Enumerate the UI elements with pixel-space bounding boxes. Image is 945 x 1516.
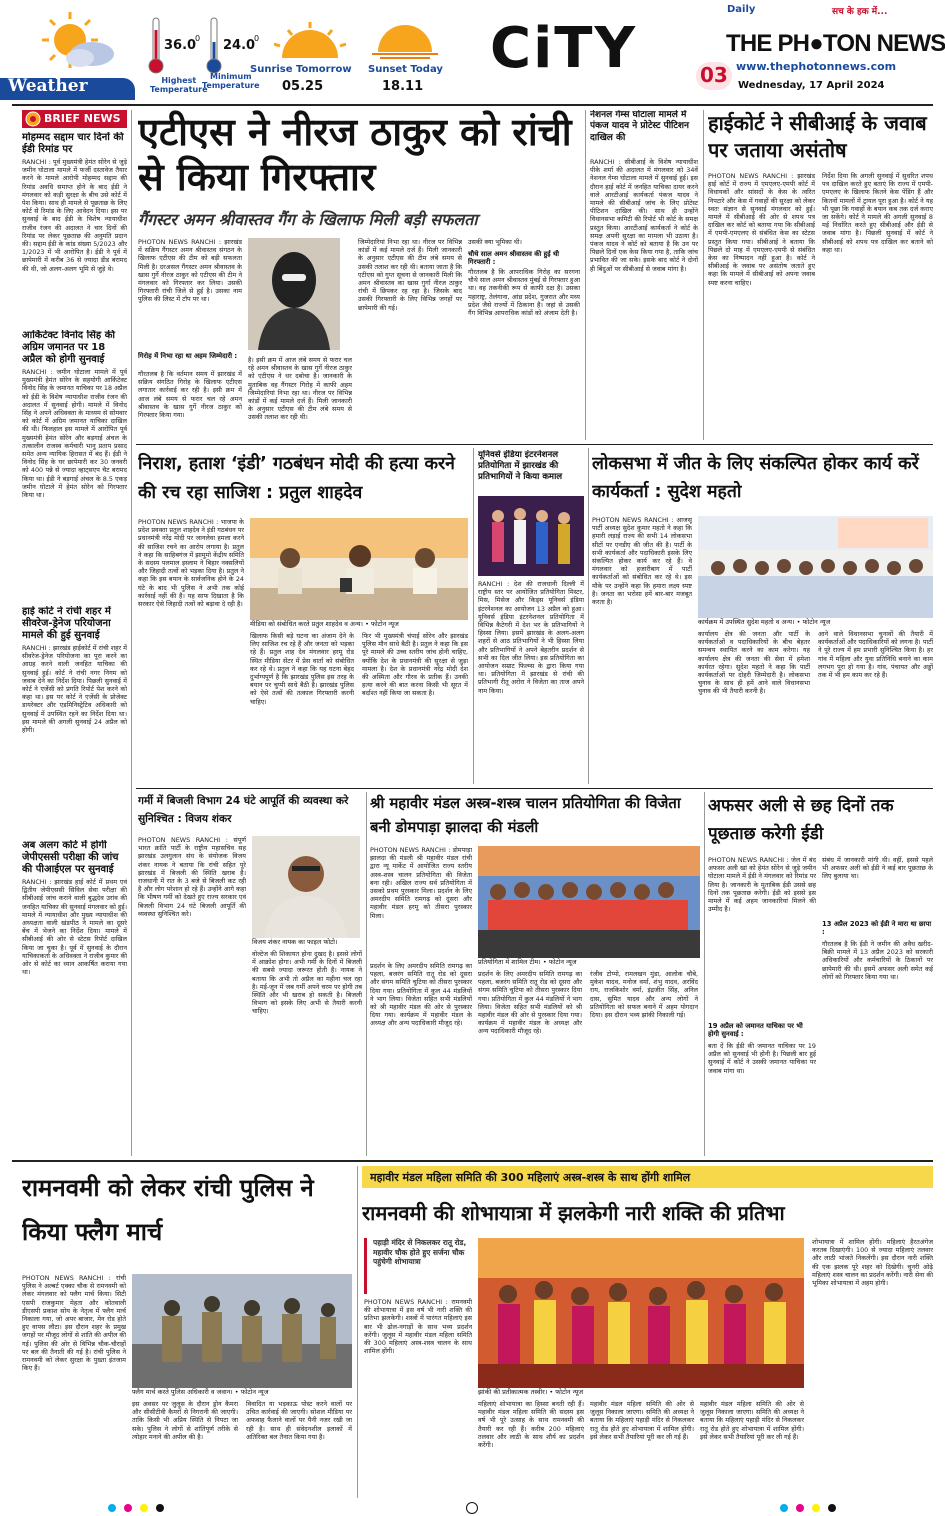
nari-pullquote	[364, 1238, 472, 1294]
afsar-text-col: PHOTON NEWS RANCHI : जेल में बंद अफसर अली खां को हेमंत सोरेन से जुड़े जमीन घोटाला मामले में ईडी ने मंगलवार को रिमांड पर लिया है। जानकारी के मुताबिक ईडी उससे छह दिनों तक पूछताछ करेगी। ईडी को इससे इस मामले में कई अहम जानकारियां मिलने की उम्मीद है।	[708, 856, 816, 914]
nari-text-col: महिलाएं शोभायात्रा का हिस्सा बनती रही हैं। महावीर मंडल महिला समिति की सदस्य इस वर्ष भी पूरे उत्साह के साथ रामनवमी की तैयारी कर रही हैं। करीब 200 महिलाएं तलवार और लाठी के साथ शौर्य का प्रदर्शन करेंगी।	[478, 1400, 584, 1450]
print-registration-marks	[0, 1500, 945, 1516]
lead-headline: एटीएस ने नीरज ठाकुर को रांची से किया गिरफ्तार	[138, 110, 572, 199]
highcourt-text-col: PHOTON NEWS RANCHI : झारखंड हाई कोर्ट में राज्य में एमएलए-एमपी कोर्ट में विधायकों और सांसदों के केस के त्वरित निपटारे और केस में गवाहों की सुरक्षा को लेकर स्वतः संज्ञान से सुनवाई मंगलवार को हुई। मामले में सीबीआई की ओर से शपथ पत्र दाखिल कर कोर्ट को बताया गया कि सीबीआई में एमपी-एमएलए से संबंधित केस का स्टेटस प्रस्तुत किया गया। सीबीआई ने बताया कि पिछले दो माह में एमएलए-एमपी से संबंधित केस का निष्पादन नहीं हुआ है। कोर्ट ने सीबीआई के जवाब पर असंतोष जताते हुए कहा कि मामले में सीबीआई को अपना जवाब स्पष्ट करना चाहिए।	[708, 172, 815, 287]
daily-label: Daily	[727, 4, 756, 15]
min-temp-value: 24.0	[223, 38, 256, 53]
lead-text-col: है। इसी क्रम में आज लंबे समय से फरार चल रहे अमन श्रीवास्तव के खास गुर्गे नीरज ठाकुर को एटीएस ने धर दबोचा है। जानकारी के मुताबिक वह गैंगस्टर गिरोह में काफी अहम जिम्मेदारियां निभा रहा था। नीरज पर विभिन्न कांडों में कई मामले दर्ज हैं। मिली जानकारी के अनुसार एटीएस की टीम लंबे समय से उसकी तलाश कर रही थी।	[248, 356, 352, 422]
indi-headline: निराश, हताश ‘इंडी’ गठबंधन मोदी की हत्या करने की रच रहा साजिश : प्रतुल शाहदेव	[138, 454, 455, 503]
pageant-winners-photo	[478, 496, 584, 576]
brief-item-title: आर्किटेक्ट विनोद सिंह की अग्रिम जमानत पर 18 अप्रैल को होगी सुनवाई	[22, 330, 115, 365]
indi-text-col: PHOTON NEWS RANCHI : भाजपा के प्रदेश प्रवक्ता प्रतुल शाहदेव ने इंडी गठबंधन पर प्रधानमंत्री नरेंद्र मोदी पर जानलेवा हमला करने की साजिश रचने का आरोप लगाया है। प्रतुल ने कहा कि साहिबगंज में झामुमो केंद्रीय समिति के सदस्य पलमाल इस्लाम ने बिहार नक्सलियों और जिहादी तत्वों को भड़का दिया है। प्रतुल ने कहा कि इस बयान के सार्वजनिक होने के 24 घंटे के बाद भी पुलिस ने अभी तक कोई कार्रवाई नहीं की है। यह साफ दिखाता है कि सरकार ऐसे जिहादी तत्वों को बढ़ावा दे रही है।	[138, 518, 244, 609]
universe-headline: यूनिवर्स इंडिया इंटरनेशनल प्रतियोगिता में झारखंड की प्रतिभागियों ने किया कमाल	[478, 450, 563, 482]
afsar-subhead: 19 अप्रैल को जमानत याचिका पर भी होगी सुनवाई :	[708, 1022, 803, 1039]
nari-text-col: शोभायात्रा में शामिल होंगी। महिलाएं हैरतअंगेज करतब दिखाएंगी। 100 से ज्यादा महिलाएं तलवार और लाठी भांजते निकलेंगी। इस दौरान नारी शक्ति की एक झलक पूरे शहर को दिखेगी। चुनरी ओढ़े महिलाएं शस्त्र चालन का प्रदर्शन करेंगी। नारी सेना की भूमिका शोभायात्रा में अहम होगी।	[812, 1238, 933, 1288]
afsar-text-col: बता दें कि ईडी की जमानत याचिका पर 19 अप्रैल को सुनवाई भी होनी है। पिछली बार हुई सुनवाई में कोर्ट ने उसकी जमानत याचिका पर जवाब मांगा था।	[708, 1042, 816, 1075]
col-divider	[357, 1166, 358, 1498]
sunrise-icon	[270, 20, 350, 60]
bijli-headline: गर्मी में बिजली विभाग 24 घंटे आपूर्ति की व्यवस्था करे सुनिश्चित : विजय शंकर	[138, 795, 349, 825]
row-rule	[136, 788, 933, 789]
tagline: सच के हक में...	[832, 7, 888, 17]
mahavir-text-col: रंजीव टोप्पो, रामलखन मुंडा, आलोक चौबे, मुकेश यादव, मनोज वर्मा, शंभु यादव, अरविंद राय, राजकिशोर वर्मा, इंद्रजीत सिंह, अनिल दास, सुमित यादव और अन्य लोगों ने प्रतियोगिता को सफल बनाने में अहम योगदान दिया। इस दौरान भव्य झांकी निकाली गई।	[590, 970, 698, 1020]
shobhayatra-caption: झांकी की प्रतीकात्मक तस्वीर। • फोटोन न्यूज	[478, 1388, 804, 1396]
sunset-label: Sunset Today	[368, 64, 443, 75]
mahavir-photo	[478, 846, 700, 958]
nari-text-col: PHOTON NEWS RANCHI : रामनवमी की शोभायात्रा में इस वर्ष भी नारी शक्ति की प्रतिभा झलकेगी। शस्त्रों में पारंगत महिलाएं इस बार भी ढोल-नगाड़ों के साथ भव्य प्रदर्शन करेंगी। जुलूस में महावीर मंडल महिला समिति की 300 महिलाएं अस्त्र-शस्त्र चालन के साथ शामिल होंगी।	[364, 1298, 472, 1356]
ramnavami-headline: रामनवमी को लेकर रांची पुलिस ने किया फ्लैग मार्च	[22, 1174, 314, 1246]
nationalgames-headline: नेशनल गेम्स घोटाला मामले में पंकज यादव ने प्रोटेस्ट पीटिशन दाखिल की	[590, 110, 690, 143]
afsar-text-col: गौरतलब है कि ईडी ने जमीन की अवैध खरीद-बिक्री मामले में 13 अप्रैल 2023 को सरकारी अधिकारियों और कर्मचारियों के ठिकानों पर छापेमारी की थी। इसमें अफसर अली समेत कई लोगों को गिरफ्तार किया गया था।	[822, 940, 933, 981]
press-conference-photo	[250, 518, 468, 620]
ramnavami-text-col: PHOTON NEWS RANCHI : रांची पुलिस ने अल्बर्ट एक्का चौक से रामनवमी को लेकर मंगलवार को फ्लैग मार्च किया। सिटी एसपी राजकुमार मेहता और कोतवाली डीएसपी प्रकाश सोय के नेतृत्व में फ्लैग मार्च निकाला गया, जो अपर बाजार, मेन रोड होते हुए वापस लौटा। इस दौरान शहर के प्रमुख जगहों पर मौजूद लोगों से शांति की अपील की गई। पुलिस की ओर से विभिन्न चौक-चौराहों पर बल की तैनाती की गई है। रांची पुलिस ने रामनवमी को लेकर सुरक्षा के पुख्ता इंतजाम किए हैं।	[22, 1274, 126, 1373]
nationalgames-body: RANCHI : सीबीआई के विशेष न्यायाधीश पीके शर्मा की अदालत में मंगलवार को 34वें नेशनल गेम्स घोटाला मामले में सुनवाई हुई। इस दौरान हाई कोर्ट में जनहित याचिका दायर करने वाले आरटीआई कार्यकर्ता पंकज यादव ने मामले की सीबीआई जांच के लिए प्रोटेस्ट पीटिशन दाखिल की। साथ ही उन्होंने विधानसभा कमिटी की रिपोर्ट भी कोर्ट के समक्ष प्रस्तुत किया। आरटीआई कार्यकर्ता ने कोर्ट के समक्ष अपनी सुरक्षा का मामला भी उठाया है। पंकज यादव ने कोर्ट को बताया है कि उन पर पिछले दिनों एक केस किया गया है, ताकि जांच प्रभावित की जा सके। इसके बाद कोर्ट ने दोनों ही बिंदुओं पर सीबीआई से जवाब मांगा है।	[590, 158, 698, 273]
lead-text-col: PHOTON NEWS RANCHI : झारखंड में सक्रिय गैंगस्टर अमन श्रीवास्तव संगठन के खिलाफ एटीएस की टीम को बड़ी सफलता मिली है। दरअसल गैंगस्टर अमन श्रीवास्तव के खास गुर्गे नीरज ठाकुर को एटीएस की टीम ने मंगलवार को गिरफ्तार कर लिया। उसकी गिरफ्तारी रांची जिले से हुई है। उसका नाम पुलिस की लिस्ट में टॉप पर था।	[138, 238, 242, 304]
brief-item-title: मोहम्मद सद्दाम चार दिनों की ईडी रिमांड पर	[22, 132, 124, 155]
sunrise-label: Sunrise Tomorrow	[250, 64, 352, 75]
col-divider	[588, 448, 589, 784]
sudesh-text-col: कार्यालय क्षेत्र की जनता और पार्टी के कार्यकर्ताओं व पदाधिकारियों के बीच बेहतर समन्वय स्थापित करने का काम करेगा। यह कार्यालय क्षेत्र की जनता की सेवा में हमेशा कार्यरत रहेगा। सुदेश महतो ने कहा कि पार्टी कार्यकर्ताओं पर दोहरी जिम्मेदारी है। लोकसभा चुनाव के साथ ही हमें आने वाले विधानसभा चुनाव की भी तैयारी करनी है।	[698, 630, 810, 696]
row-rule	[12, 1160, 933, 1162]
brief-item-title: हाई कोर्ट ने रांची शहर में सीवरेज-ड्रेनेज परियोजना मामले की हुई सुनवाई	[22, 606, 111, 641]
brief-item-body: RANCHI : पूर्व मुख्यमंत्री हेमंत सोरेन से जुड़े जमीन घोटाला मामले में फर्जी दस्तावेज तैयार करने के मामले आरोपी मोहम्मद सद्दाम की रिमांड अवधि समाप्त होने के बाद ईडी ने मंगलवार को कड़ी सुरक्षा के बीच उसे कोर्ट में पेश किया। साथ ही मामले से पूछताछ के लिए कोर्ट से रिमांड के लिए आवेदन दिया। इस पर सुनवाई के बाद ईडी के विशेष न्यायाधीश राजीव रंजन की अदालत ने चार दिनों की रिमांड पर लेकर पूछताछ की अनुमति प्रदान की। सद्दाम ईडी के कांड संख्या 5/2023 और 1/2023 में भी आरोपित है। ईडी ने पूर्व में छापेमारी में करीब 36 से ज्यादा डीड बरामद की थी, जो अलग-अलग भूमि से जुड़े थे।	[22, 158, 127, 273]
lead-text-col: उसकी क्या भूमिका थी।	[468, 238, 522, 246]
brief-item-body: RANCHI : झारखंड हाईकोर्ट में रांची शहर में सीवरेज-ड्रेनेज परियोजना का पूरा करने का आग्रह करने वाली जनहित याचिका की सुनवाई हुई। कोर्ट ने रांची नगर निगम को जवाब देने का निर्देश दिया। पिछली सुनवाई में कोर्ट ने एजेंसी को प्रगति रिपोर्ट पेश करने को कहा था। इस पर कोर्ट ने एजेंसी के प्रोजेक्ट डायरेक्टर और एडमिनिस्ट्रेटिव अधिकारी को सुनवाई में उपस्थित रहने का निर्देश दिया था। इस मामले की अगली सुनवाई 24 अप्रैल को होगी।	[22, 644, 127, 735]
party-workers-meeting-photo	[698, 516, 933, 618]
mahavir-text-col: प्रदर्शन के लिए अमरदीप समिति रामगढ़ का पहला, बजरंग समिति रातू रोड को दूसरा और संगम समिति चुटिया को तीसरा पुरस्कार दिया गया। प्रतियोगिता में कुल 44 मंडलियों ने भाग लिया। विजेता सहित सभी मंडलियों को श्री महावीर मंडल की ओर से पुरस्कार दिया गया। कार्यक्रम में महावीर मंडल के अध्यक्ष और अन्य पदाधिकारी मौजूद रहे।	[478, 970, 582, 1036]
highcourt-headline: हाईकोर्ट ने सीबीआई के जवाब पर जताया असंतोष	[708, 111, 927, 162]
nari-text-col: महावीर मंडल महिला समिति की ओर से जुलूस निकाला जाएगा। समिति की अध्यक्ष ने बताया कि महिलाएं पहाड़ी मंदिर से निकलकर रातू रोड होते हुए शोभायात्रा में शामिल होंगी। इसे लेकर सभी तैयारियां पूरी कर ली गई हैं।	[700, 1400, 804, 1441]
lead-text-col: गौरतलब है कि वर्तमान समय में झारखंड में सक्रिय संगठित गिरोह के खिलाफ एटीएस लगातार कार्रवाई कर रही है। इसी क्रम में आज लंबे समय से फरार चल रहे अमन श्रीवास्तव के खास गुर्गे नीरज ठाकुर को गिरफ्तार किया गया।	[138, 370, 242, 420]
sunset-icon	[370, 12, 440, 60]
vijay-shankar-photo	[252, 836, 360, 938]
paper-name: THE PH●TON NEWS	[726, 30, 945, 57]
degree-sign: 0	[254, 34, 260, 43]
flag-march-caption: फ्लैग मार्च करते पुलिस अधिकारी व जवान। • फोटोन न्यूज	[132, 1388, 352, 1396]
lead-text-col4-subhead: चौथे साल अमन श्रीवास्तव की हुई थी गिरफ्तारी :	[468, 250, 560, 267]
sunrise-time: 05.25	[282, 79, 324, 94]
nari-text-col: महावीर मंडल महिला समिति की ओर से जुलूस निकाला जाएगा। समिति की अध्यक्ष ने बताया कि महिलाएं पहाड़ी मंदिर से निकलकर रातू रोड होते हुए शोभायात्रा में शामिल होंगी। इसे लेकर सभी तैयारियां पूरी कर ली गई हैं।	[590, 1400, 694, 1441]
lead-text-col: गौरतलब है कि आपराधिक गिरोह का सरगना चौथे साल अमन श्रीवास्तव मुंबई से गिरफ्तार हुआ था। वह तकनीकी रूप से काफी दक्ष है। उसका महाराष्ट्र, तेलंगाना, आंध्र प्रदेश, गुजरात और मध्य प्रदेश जैसे राज्यों में ठिकाना है। जहां से उसकी गैंग विभिन्न आपराधिक कांडों को अंजाम देती है।	[468, 268, 580, 318]
lead-subhead: गैंगस्टर अमन श्रीवास्तव गैंग के खिलाफ मिली बड़ी सफलता	[138, 210, 478, 229]
police-flag-march-photo	[132, 1274, 352, 1388]
weather-label: Weather	[8, 76, 88, 96]
bijli-text-col: वोल्टेज की शिकायत होना दुखद है। इससे लोगों में आक्रोश होगा। अभी गर्मी के दिनों में बिजली की सबसे ज्यादा जरूरत होती है। नायक ने बताया कि अभी तो अप्रैल का महीना चल रहा है। मई-जून में जब गर्मी अपने चरम पर होगी तब स्थिति और भी खराब हो सकती है। बिजली विभाग को इसके लिए अभी से तैयारी करनी चाहिए।	[252, 950, 362, 1016]
brief-divider	[131, 110, 132, 1156]
indi-photo-caption: मीडिया को संबोधित करते प्रतुल शाहदेव व अन्य। • फोटोन न्यूज	[250, 620, 468, 628]
col-divider	[585, 110, 586, 440]
min-temp-label: Minimum Temperature	[202, 72, 260, 90]
row-rule	[136, 444, 933, 445]
mahavir-text-col: प्रदर्शन के लिए अमरदीप समिति रामगढ़ का पहला, बजरंग समिति रातू रोड को दूसरा और संगम समिति चुटिया को तीसरा पुरस्कार दिया गया। प्रतियोगिता में कुल 44 मंडलियों ने भाग लिया। विजेता सहित सभी मंडलियों को श्री महावीर मंडल की ओर से पुरस्कार दिया गया। कार्यक्रम में महावीर मंडल के अध्यक्ष और अन्य पदाधिकारी मौजूद रहे।	[370, 962, 472, 1028]
shobhayatra-photo	[478, 1238, 804, 1388]
sudesh-text-col: आने वाले विधानसभा चुनावों की तैयारी में कार्यकर्ताओं और पदाधिकारियों को लगना है। पार्टी ने पूरे राज्य में हम प्रभारी सुनिश्चित किया है। हर गांव में महिला और युवा प्रतिनिधि बनाने का काम लगभग पूरा हो गया है। गांव, पंचायत और अड्डों तक में भी हम काम कर रहे हैं।	[818, 630, 933, 680]
mahavir-text-col: PHOTON NEWS RANCHI : डोमपाड़ा झालदा की मंडली श्री महावीर मंडल रांची द्वारा न्यू मार्केट में आयोजित राज्य स्तरीय अस्त्र-शस्त्र चालन प्रतियोगिता की विजेता बना रही। अखिल राज्य सर्व प्रतियोगिता में उसको प्रथम पुरस्कार मिला। प्रदर्शन के लिए अमरदीप समिति रामगढ़ को दूसरा और महावीर मंडल हरमू को तीसरा पुरस्कार मिला।	[370, 846, 472, 920]
pullquote-text: पहाड़ी मंदिर से निकलकर रातू रोड, महावीर चौक होते हुए सर्जना चौक पहुंचेगी शोभायात्रा	[373, 1238, 467, 1267]
sudesh-headline: लोकसभा में जीत के लिए संकल्पित होकर कार्य करें कार्यकर्ता : सुदेश महतो	[592, 454, 919, 502]
brief-item-body: RANCHI : झारखंड हाई कोर्ट में प्रथम एवं द्वितीय जेपीएससी सिविल सेवा परीक्षा की सीबीआई जांच कराने वाली बुद्धदेव उरांव की जनहित याचिका की सुनवाई मंगलवार को हुई। मामले में न्यायाधीश और मुख्य न्यायाधीश की अध्यक्षता वाली खंडपीठ ने मामले का दूसरे बेंच में भेजने का निर्देश दिया। मामले में सीबीआई की ओर से स्टेटस रिपोर्ट दाखिल किया जा चुका है। पूर्व में सुनवाई के दौरान याचिकाकर्ता के अधिवक्ता ने राजीव कुमार की ओर से कोर्ट का ध्यान आकर्षित कराया गया था।	[22, 878, 127, 977]
section-title: CiTY	[490, 16, 638, 81]
weather-sun-icon	[30, 6, 120, 76]
brief-item-body: RANCHI : जमीन घोटाला मामले में पूर्व मुख्यमंत्री हेमंत सोरेन के सहयोगी आर्किटेक्ट विनोद सिंह के जमानत याचिका पर 18 अप्रैल को ईडी के विशेष न्यायाधीश राजीव रंजन की अदालत में सुनवाई होगी। मामले में विनोद सिंह ने अपने अधिवक्ता के माध्यम से सोमवार को कोर्ट में अग्रिम जमानत याचिका दाखिल की थी। फिलहाल इस मामले में आरोपित पूर्व मुख्यमंत्री हेमंत सोरेन और बड़गाई अंचल के तत्कालीन राजस्व कर्मचारी भानु प्रताप प्रसाद समेत अन्य न्यायिक हिरासत में बंद हैं। ईडी ने विनोद सिंह के घर छापेमारी कर 30 जनवरी को 400 पन्ने से ज्यादा व्हाट्सएप चैट बरामद किया था। ईडी ने बड़गाई अंचल के 8.5 एकड़ जमीन घोटाले में हेमंत सोरेन को गिरफ्तार किया था।	[22, 368, 127, 500]
brief-item-title: अब अलग कोर्ट में होगी जेपीएससी परीक्षा की जांच की पीआईएल पर सुनवाई	[22, 840, 119, 875]
bijli-text-col: PHOTON NEWS RANCHI : संपूर्ण भारत क्रांति पार्टी के राष्ट्रीय महासचिव सह झारखंड उलगुलान संघ के संयोजक विजय शंकर नायक ने बताया कि रांची सहित पूरे झारखंड में बिजली की स्थिति खराब है। राजधानी में रात के 3 बजे से बिजली कट रही है और लोग परेशान हो रहे हैं। उन्होंने आगे कहा कि भीषण गर्मी को देखते हुए राज्य सरकार एवं बिजली विभाग 24 घंटे बिजली आपूर्ति की व्यवस्था सुनिश्चित करे।	[138, 836, 246, 918]
lead-text-col: जिम्मेदारियां निभा रहा था। नीरज पर विभिन्न कांडों में कई मामले दर्ज हैं। मिली जानकारी के अनुसार एटीएस की टीम लंबे समय से उसकी तलाश कर रही थी। बताया जाता है कि एटीएस को गुप्त सूचना से जानकारी मिली कि अमन श्रीवास्तव का खास गुर्गा नीरज ठाकुर रांची में छिपकर रह रहा है। जिसके बाद उसकी गिरफ्तारी के लिए विभिन्न जगहों पर छापेमारी की गई।	[358, 238, 462, 312]
nari-headline: रामनवमी की शोभायात्रा में झलकेगी नारी शक्ति की प्रतिभा	[362, 1201, 785, 1225]
degree-sign: 0	[195, 34, 201, 43]
winning-team-photo	[478, 846, 700, 958]
masked-suspect-photo	[248, 238, 340, 350]
nari-banner-text: महावीर मंडल महिला समिति की 300 महिलाएं अस्त्र-शस्त्र के साथ होंगी शामिल	[370, 1171, 691, 1184]
brief-news-icon	[25, 111, 41, 127]
page-number: 03	[700, 63, 728, 87]
lead-photo	[248, 238, 340, 350]
col-divider	[704, 792, 705, 1156]
mahavir-photo-caption: प्रतियोगिता में शामिल टीम। • फोटोन न्यूज	[478, 958, 700, 966]
indi-photo	[250, 518, 468, 620]
afsar-text-col: संबंध में जानकारी मांगी थी। वहीं, इससे पहले भी अफसर अली को ईडी ने कई बार पूछताछ के लिए बुलाया था।	[822, 856, 933, 881]
mahavir-headline: श्री महावीर मंडल अस्त्र-शस्त्र चालन प्रतियोगिता की विजेता बनी डोमपाड़ा झालदा की मंडली	[370, 795, 681, 836]
bijli-photo-caption: विजय शंकर नायक का फाइल फोटो।	[252, 938, 360, 946]
sudesh-photo	[698, 516, 933, 618]
ramnavami-text-col: विवादित या भड़काऊ पोस्ट करने वालों पर उचित कार्रवाई की जाएगी। सोशल मीडिया पर अफवाह फैलाने वालों पर पैनी नजर रखी जा रही है। साथ ही संवेदनशील इलाकों में अतिरिक्त बल तैनात किया गया है।	[246, 1400, 352, 1441]
issue-date: Wednesday, 17 April 2024	[738, 80, 885, 91]
bijli-photo	[252, 836, 360, 938]
masthead	[0, 0, 945, 104]
procession-women-photo	[478, 1238, 804, 1388]
afsar-subhead: 13 अप्रैल 2023 को ईडी ने मारा था छापा :	[822, 920, 932, 937]
universe-photo	[478, 496, 584, 576]
indi-text-col: फिर भी मुख्यमंत्री चंपाई सोरेन और झारखंड पुलिस मौन साधे बैठी है। प्रतुल ने कहा कि इस पूरे मामले की उच्च स्तरीय जांच होनी चाहिए, क्योंकि देश के प्रधानमंत्री की सुरक्षा से जुड़ा मामला है। देश के प्रधानमंत्री नरेंद्र मोदी देश की अस्मिता और गौरव के प्रतीक हैं। उनकी हत्या करने की बात करना किसी भी सूरत में बर्दाश्त नहीं किया जा सकता है।	[362, 632, 468, 698]
col-divider	[703, 110, 704, 440]
lead-text-col1-subhead: गिरोह में निभा रहा था अहम जिम्मेदारी :	[138, 352, 238, 360]
sudesh-photo-caption: कार्यक्रम में उपस्थित सुदेश महतो व अन्य। • फोटोन न्यूज	[698, 618, 933, 626]
col-divider	[366, 792, 367, 1156]
thermometer-min-icon	[204, 16, 224, 76]
sunset-time: 18.11	[382, 79, 424, 94]
highest-temp-value: 36.0	[164, 38, 197, 53]
website-link[interactable]: www.thephotonnews.com	[736, 60, 897, 73]
masthead-rule	[12, 104, 933, 106]
highest-temp-label: Highest Temperature	[150, 76, 208, 94]
highcourt-text-col: निर्देश दिया कि अगली सुनवाई में सुधरित शपथ पत्र दाखिल करते हुए बताएं कि राज्य में एमपी-एमएलए के खिलाफ कितने केस पेंडिंग हैं और कितनों मामलों में ट्रायल पूरा हुआ है। कोर्ट ने यह भी पूछा कि गवाहों के बयान कब तक दर्ज कराए जा सकेंगे। कोर्ट ने मामले की अगली सुनवाई 8 मई निर्धारित करते हुए सीबीआई और ईडी से जवाब मांगा है। पिछली सुनवाई में कोर्ट ने सीबीआई को शपथ पत्र दाखिल कर बताने को कहा था।	[822, 172, 933, 254]
col-divider	[473, 448, 474, 784]
ramnavami-text-col: इस अवसर पर जुलूस के दौरान ड्रोन कैमरा और सीसीटीवी कैमरों से निगरानी की जाएगी। ताकि किसी भी अप्रिय स्थिति से निपटा जा सके। पुलिस ने लोगों से शांतिपूर्ण तरीके से त्योहार मनाने की अपील की है।	[132, 1400, 238, 1441]
flag-march-photo	[132, 1274, 352, 1388]
thermometer-high-icon	[146, 16, 166, 76]
brief-label: BRIEF NEWS	[44, 112, 121, 125]
indi-text-col: खिलाफ किसी बड़े घटना का अंजाम देने के लिए साजिश रच रहे हैं और जनता को भड़का रहे हैं। प्रतुल शाह देव मंगलवार हरमू रोड स्थित मीडिया सेंटर में प्रेस वार्ता को संबोधित कर रहे थे। प्रतुल ने कहा कि यह घटना बेहद दुर्भाग्यपूर्ण है कि झारखंड पुलिस इस तरह के बयान पर चुप्पी साधे बैठी है। झारखंड पुलिस को ऐसे तत्वों की तत्काल गिरफ्तारी करनी चाहिए।	[250, 632, 354, 706]
universe-body: RANCHI : देश की राजधानी दिल्ली में राष्ट्रीय स्तर पर आयोजित प्रतियोगिता मिस्टर, मिस, मिसेज और किड्स यूनिवर्स इंडिया इंटरनेशनल का आयोजन 13 अप्रैल को हुआ। यूनिवर्स इंडिया इंटरनेशनल प्रतियोगिता में विभिन्न कैटेगरी में देश भर के प्रतिभागियों ने हिस्सा लिया। इसमें झारखंड के अलग-अलग शहरों से आठ प्रतिभागियों ने भी हिस्सा लिया और प्रतिभागियों ने अपने बेहतरीन प्रदर्शन से सभी का दिल जीत लिया। इस प्रतियोगिता का आयोजन सम्राट फिल्म्स के द्वारा किया गया था। प्रतियोगिता में झारखंड से रांची की प्रतिभागी रीतू अरोरा ने विजेता का ताज अपने नाम किया।	[478, 580, 584, 695]
sudesh-text-col: PHOTON NEWS RANCHI : आजसू पार्टी अध्यक्ष सुदेश कुमार महतो ने कहा कि हमारी लड़ाई राज्य की सभी 14 लोकसभा सीटों पर एनडीए की जीत की है। पार्टी के सभी कार्यकर्ता और पदाधिकारी इसके लिए संकल्पित होकर कार्य कर रहे हैं। वे मंगलवार को हजारीबाग में पार्टी कार्यकर्ताओं को संबोधित कर रहे थे। इस मौके पर उन्होंने कहा कि हमारा लक्ष्य स्पष्ट है। जनता का भरोसा हमें बार-बार मजबूत करता है।	[592, 516, 692, 607]
afsar-headline: अफसर अली से छह दिनों तक पूछताछ करेगी ईडी	[708, 796, 894, 844]
brief-news-list	[22, 132, 127, 1154]
